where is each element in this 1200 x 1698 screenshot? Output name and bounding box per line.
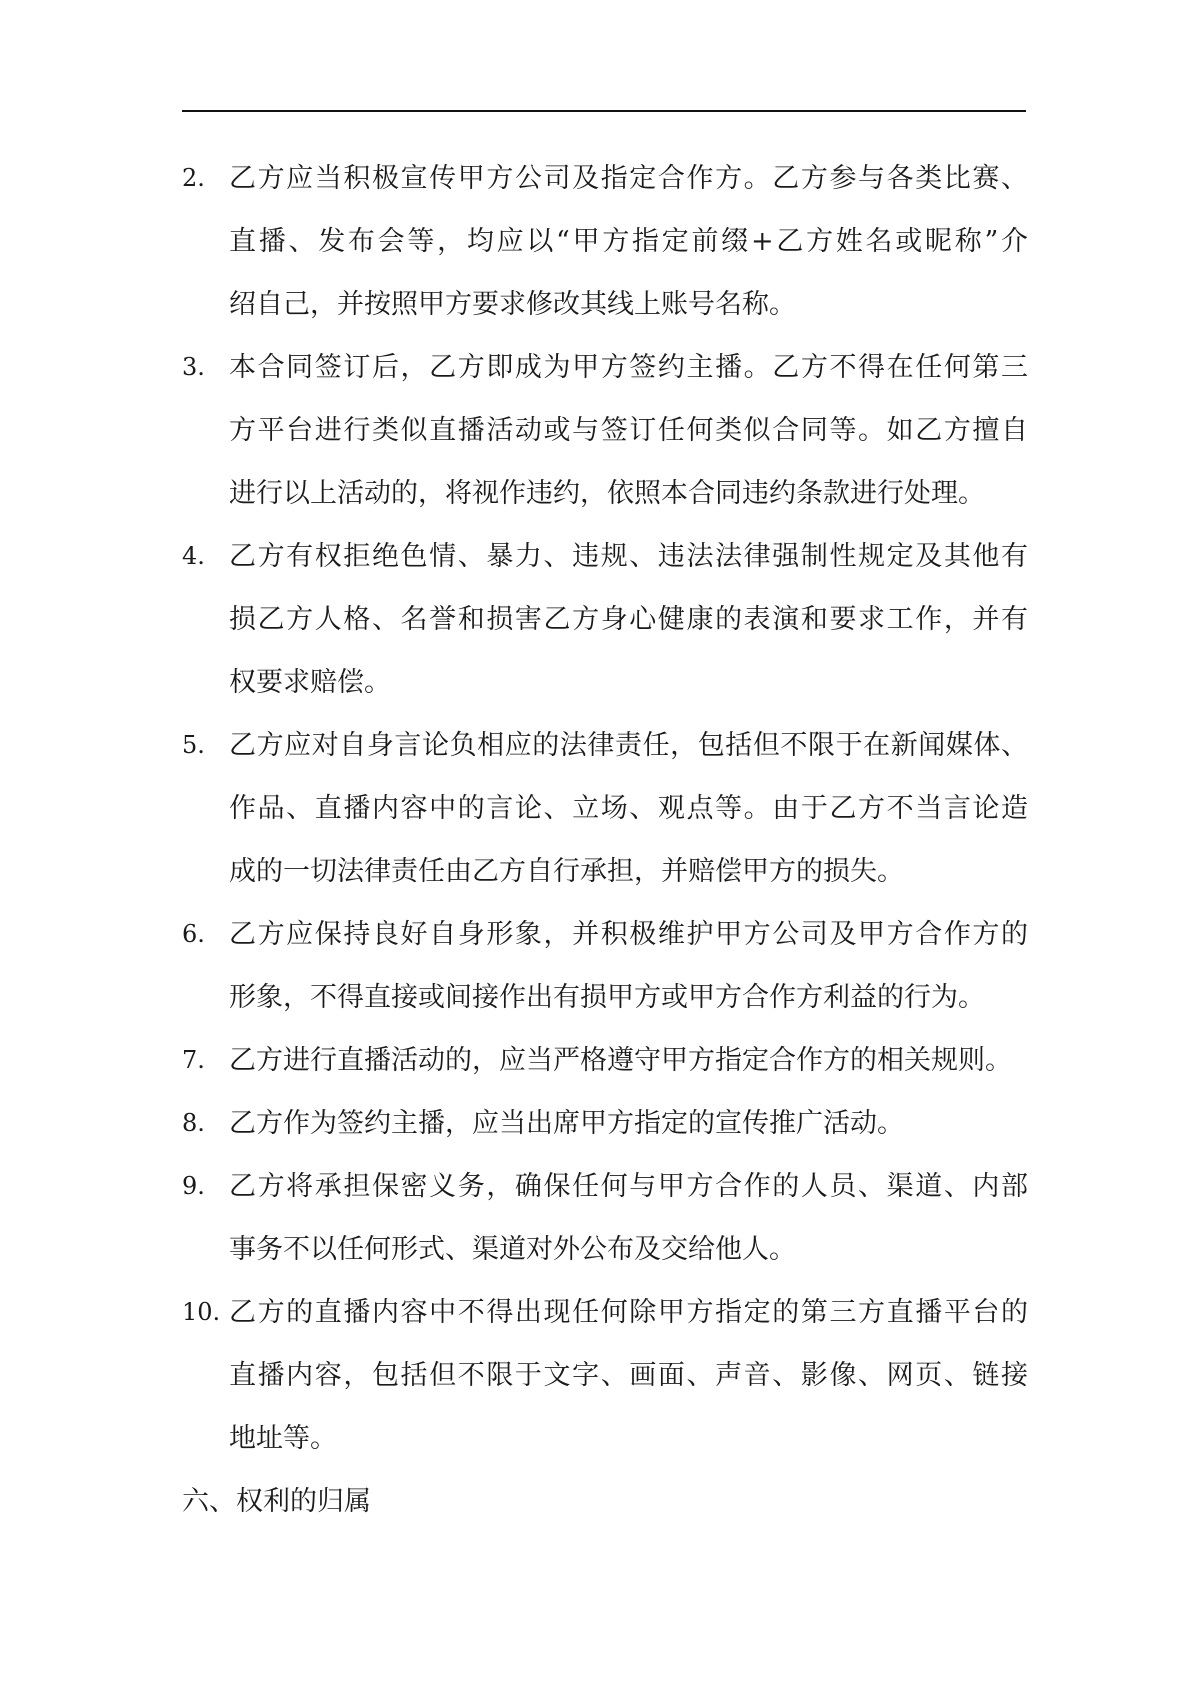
- list-item-text-line: 直播、发布会等，均应以“甲方指定前缀+乙方姓名或昵称”介: [229, 226, 1028, 257]
- list-item-number: 7.: [182, 1046, 205, 1074]
- header-rule: [182, 110, 1026, 112]
- list-item: [182, 525, 1028, 714]
- list-item-text-line: 乙方进行直播活动的，应当严格遵守甲方指定合作方的相关规则。: [229, 1045, 1012, 1076]
- list-item-text-line: 绍自己，并按照甲方要求修改其线上账号名称。: [229, 289, 796, 320]
- list-item-text-line: 形象，不得直接或间接作出有损甲方或甲方合作方利益的行为。: [229, 982, 985, 1013]
- list-item-number: 10.: [182, 1298, 221, 1326]
- list-item: [182, 147, 1028, 336]
- list-item-number: 6.: [182, 920, 205, 948]
- list-item-text-line: 乙方有权拒绝色情、暴力、违规、违法法律强制性规定及其他有: [229, 541, 1028, 572]
- list-item-text-line: 作品、直播内容中的言论、立场、观点等。由于乙方不当言论造: [229, 793, 1028, 824]
- list-item: [182, 903, 1028, 1029]
- list-item-number: 4.: [182, 542, 205, 570]
- list-item-number: 2.: [182, 164, 205, 192]
- list-item: [182, 714, 1028, 903]
- list-item: [182, 336, 1028, 525]
- list-item: [182, 1155, 1028, 1281]
- list-item-text-line: 乙方应当积极宣传甲方公司及指定合作方。乙方参与各类比赛、: [229, 163, 1028, 194]
- list-item-number: 3.: [182, 353, 205, 381]
- list-item-text-line: 损乙方人格、名誉和损害乙方身心健康的表演和要求工作，并有: [229, 604, 1028, 635]
- list-item-text-line: 乙方将承担保密义务，确保任何与甲方合作的人员、渠道、内部: [229, 1171, 1028, 1202]
- document-body: [182, 147, 1028, 1470]
- list-item-text-line: 权要求赔偿。: [229, 667, 391, 698]
- list-item: [182, 1029, 1028, 1092]
- list-item-text-line: 地址等。: [229, 1423, 337, 1454]
- list-item-text-line: 直播内容，包括但不限于文字、画面、声音、影像、网页、链接: [229, 1360, 1028, 1391]
- list-item-text-line: 本合同签订后，乙方即成为甲方签约主播。乙方不得在任何第三: [229, 352, 1028, 383]
- list-item-text-line: 方平台进行类似直播活动或与签订任何类似合同等。如乙方擅自: [229, 415, 1028, 446]
- list-item-text-line: 成的一切法律责任由乙方自行承担，并赔偿甲方的损失。: [229, 856, 904, 887]
- list-item-text-line: 乙方的直播内容中不得出现任何除甲方指定的第三方直播平台的: [229, 1297, 1028, 1328]
- list-item-text-line: 乙方应保持良好自身形象，并积极维护甲方公司及甲方合作方的: [229, 919, 1028, 950]
- list-item-text-line: 乙方应对自身言论负相应的法律责任，包括但不限于在新闻媒体、: [229, 730, 1028, 761]
- list-item-number: 5.: [182, 731, 205, 759]
- list-item-text-line: 乙方作为签约主播，应当出席甲方指定的宣传推广活动。: [229, 1108, 904, 1139]
- list-item: [182, 1092, 1028, 1155]
- list-item-text-line: 进行以上活动的，将视作违约，依照本合同违约条款进行处理。: [229, 478, 985, 509]
- section-heading: 六、权利的归属: [182, 1486, 371, 1517]
- list-item-text-line: 事务不以任何形式、渠道对外公布及交给他人。: [229, 1234, 796, 1265]
- list-item: [182, 1281, 1028, 1470]
- list-item-number: 9.: [182, 1172, 205, 1200]
- list-item-number: 8.: [182, 1109, 205, 1137]
